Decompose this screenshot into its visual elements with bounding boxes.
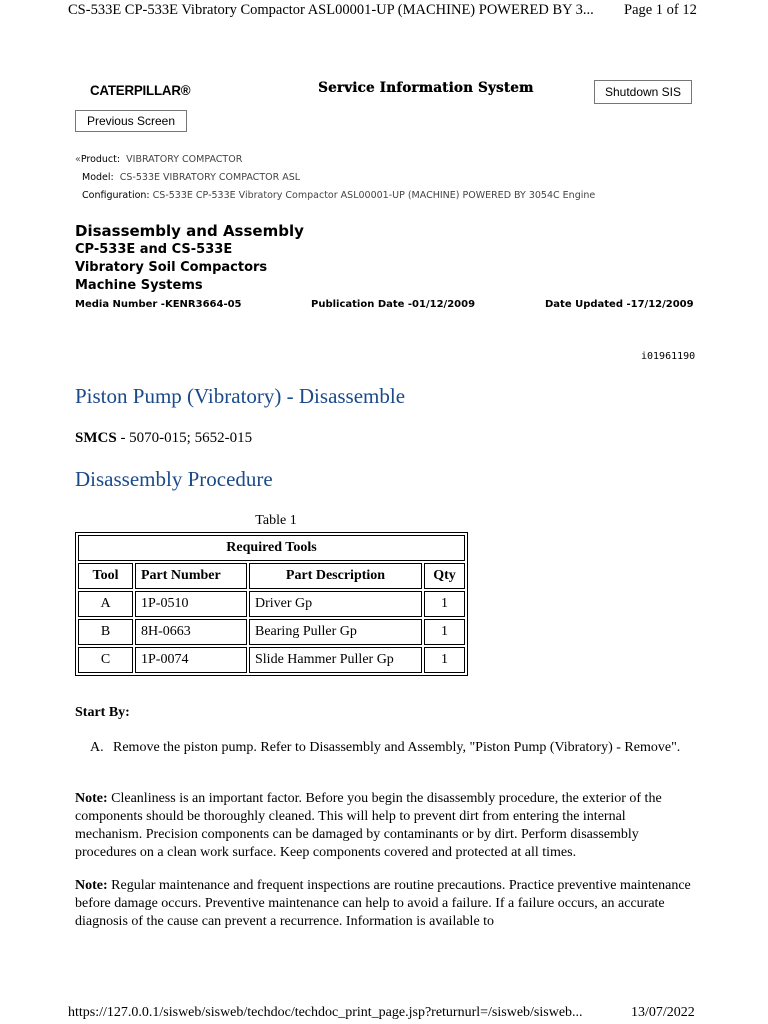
- previous-screen-button[interactable]: Previous Screen: [75, 110, 187, 132]
- table-cell: A: [78, 591, 133, 617]
- note-text: Cleanliness is an important factor. Before you begin the disassembly procedure, the exterior of the components should be thoroughly cleaned. This will help to prevent dirt from entering the internal mechanism. Precision components can be damaged by contaminants or by dirt. Perform disassembly procedures on a clean work surface. Keep components covered and protected at all times.: [75, 791, 662, 860]
- column-header-tool: Tool: [78, 563, 133, 589]
- document-title: Disassembly and Assembly: [75, 222, 304, 240]
- print-header-page: Page 1 of 12: [624, 2, 697, 18]
- procedure-heading: Disassembly Procedure: [75, 467, 273, 491]
- meta-configuration: [82, 190, 595, 201]
- page-heading: Piston Pump (Vibratory) - Disassemble: [75, 384, 406, 408]
- table-cell: 1P-0074: [135, 647, 247, 673]
- table-caption: Table 1: [255, 513, 297, 528]
- model-value: CS-533E VIBRATORY COMPACTOR ASL: [119, 172, 301, 183]
- table-header-row: [78, 563, 465, 589]
- document-subtitle-systems: Machine Systems: [75, 278, 203, 293]
- table-cell: Driver Gp: [249, 591, 422, 617]
- media-number: Media Number -KENR3664-05: [75, 299, 242, 310]
- table-title: Required Tools: [78, 535, 465, 561]
- smcs-codes: [75, 430, 252, 447]
- table-cell: 1: [424, 647, 465, 673]
- table-cell: 8H-0663: [135, 619, 247, 645]
- config-label: Configuration:: [82, 190, 150, 201]
- back-icon[interactable]: «: [75, 154, 81, 165]
- meta-product: [75, 154, 242, 165]
- table-row: [78, 647, 465, 673]
- note-cleanliness: [75, 790, 695, 862]
- table-cell: 1P-0510: [135, 591, 247, 617]
- publication-date: Publication Date -01/12/2009: [311, 299, 476, 310]
- system-title: Service Information System: [318, 80, 534, 96]
- smcs-value: - 5070-015; 5652-015: [116, 430, 253, 446]
- step-text: Remove the piston pump. Refer to Disassembly and Assembly, "Piston Pump (Vibratory) - Remove".: [113, 740, 681, 755]
- product-label: Product:: [80, 154, 121, 165]
- required-tools-table: [75, 532, 468, 676]
- config-value: CS-533E CP-533E Vibratory Compactor ASL00001-UP (MACHINE) POWERED BY 3054C Engine: [152, 190, 596, 201]
- table-cell: 1: [424, 619, 465, 645]
- product-value: VIBRATORY COMPACTOR: [126, 154, 243, 165]
- table-cell: 1: [424, 591, 465, 617]
- date-updated: Date Updated -17/12/2009: [545, 299, 694, 310]
- smcs-label: SMCS: [75, 430, 117, 446]
- footer-date: 13/07/2022: [631, 1005, 695, 1020]
- table-cell: Slide Hammer Puller Gp: [249, 647, 422, 673]
- model-label: Model:: [82, 172, 114, 183]
- note-text: Regular maintenance and frequent inspections are routine precautions. Practice preventive maintenance before damage occurs. Preventive maintenance can help to avoid a failure. If a failure occurs, an accurate diagnosis of the cause can prevent a recurrence. Information is available to: [75, 878, 691, 929]
- table-row: [78, 591, 465, 617]
- shutdown-sis-button[interactable]: Shutdown SIS: [594, 80, 692, 104]
- table-cell: Bearing Puller Gp: [249, 619, 422, 645]
- note-label: Note:: [75, 791, 108, 806]
- document-subtitle-product: Vibratory Soil Compactors: [75, 260, 268, 275]
- column-header-part-number: Part Number: [135, 563, 247, 589]
- footer-url: https://127.0.0.1/sisweb/sisweb/techdoc/techdoc_print_page.jsp?returnurl=/sisweb/sisweb...: [68, 1005, 583, 1020]
- step-marker: A.: [90, 740, 104, 755]
- start-by-step: [90, 738, 690, 757]
- note-label: Note:: [75, 878, 108, 893]
- table-cell: C: [78, 647, 133, 673]
- meta-model: [82, 172, 300, 183]
- note-maintenance: [75, 877, 695, 931]
- table-title-row: [78, 535, 465, 561]
- column-header-qty: Qty: [424, 563, 465, 589]
- column-header-part-description: Part Description: [249, 563, 422, 589]
- document-id: i01961190: [641, 351, 696, 362]
- table-cell: B: [78, 619, 133, 645]
- caterpillar-logo: CATERPILLAR®: [90, 82, 191, 98]
- table-row: [78, 619, 465, 645]
- start-by-label: Start By:: [75, 705, 130, 720]
- print-header-title: CS-533E CP-533E Vibratory Compactor ASL00001-UP (MACHINE) POWERED BY 3...: [68, 2, 594, 18]
- document-subtitle-models: CP-533E and CS-533E: [75, 242, 233, 257]
